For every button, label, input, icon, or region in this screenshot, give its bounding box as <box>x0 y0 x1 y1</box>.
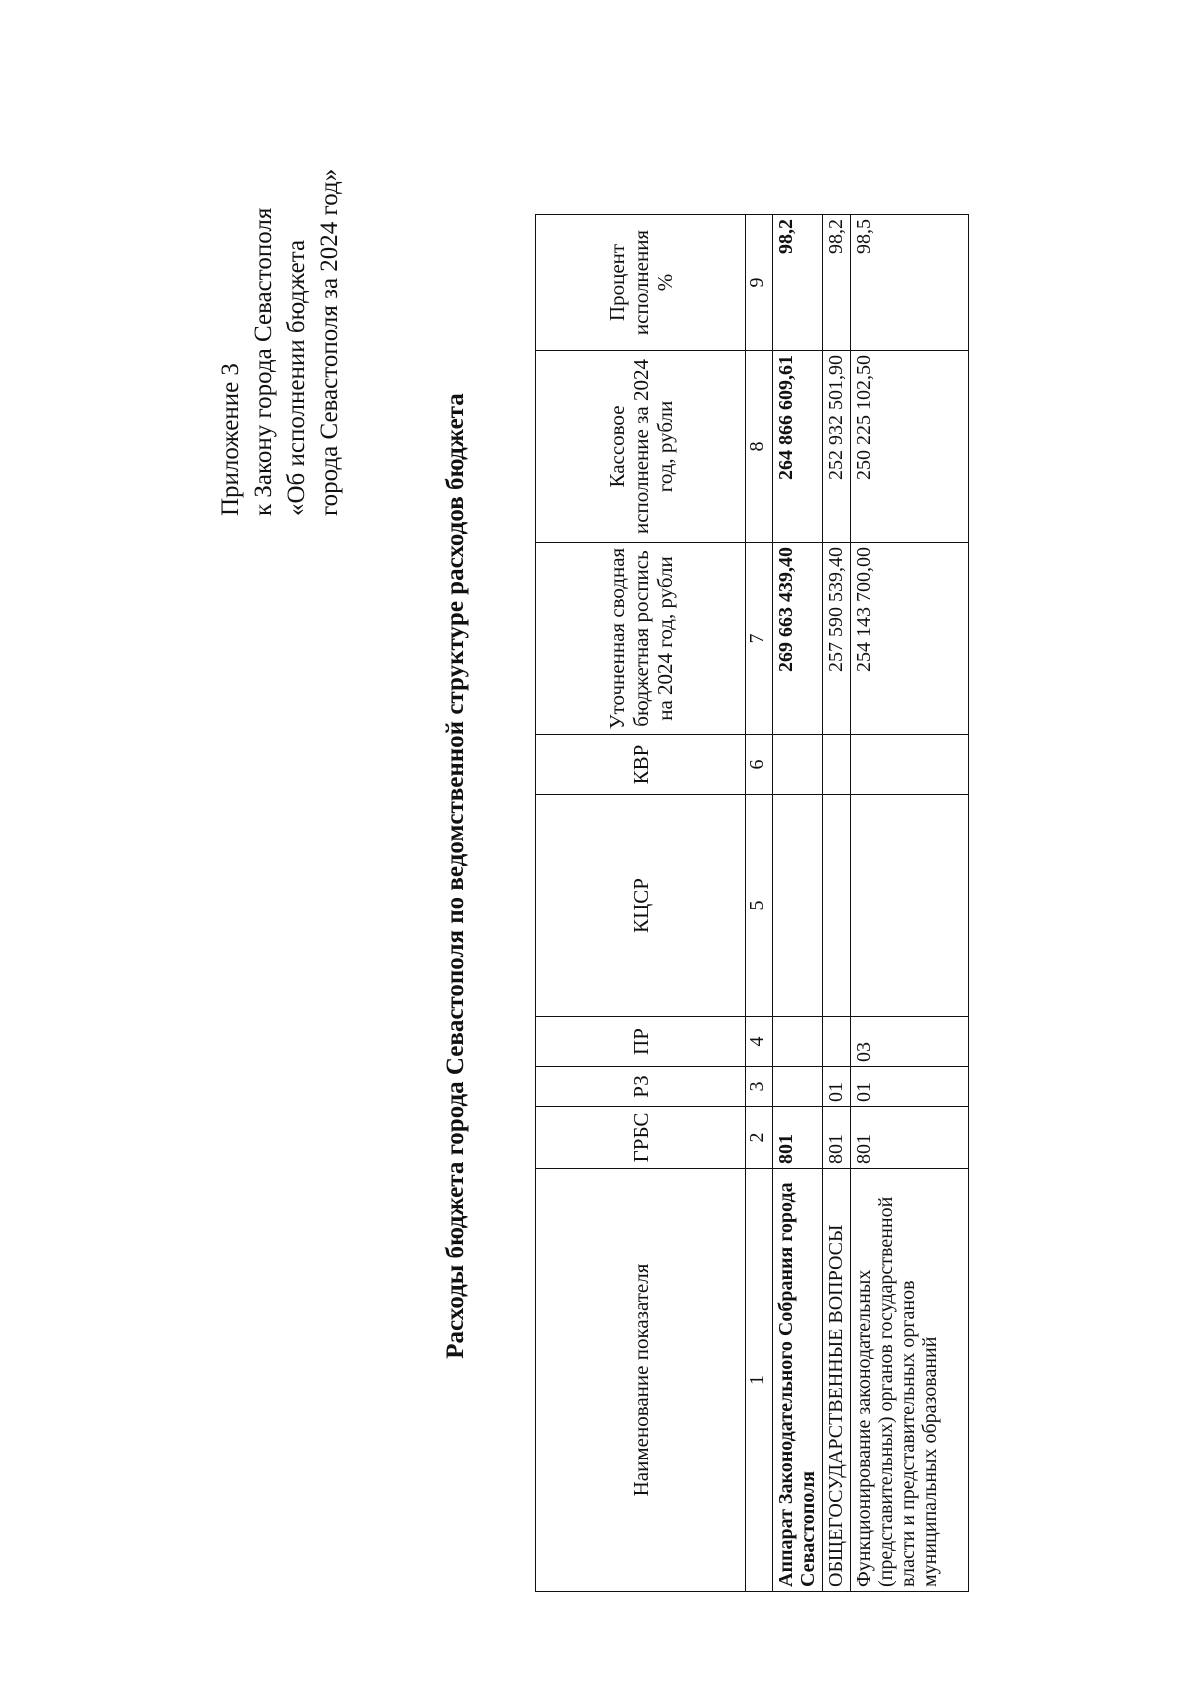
row-kcsr <box>851 795 969 1017</box>
row-cash: 252 932 501,90 <box>823 351 851 543</box>
row-cash: 264 866 609,61 <box>773 351 823 543</box>
appendix-line: города Севастополя за 2024 год» <box>316 168 343 516</box>
column-number: 5 <box>746 795 773 1017</box>
column-number: 3 <box>746 1067 773 1107</box>
table-header-row <box>536 215 746 1592</box>
row-pr <box>773 1017 823 1067</box>
header-rz: РЗ <box>536 1067 746 1107</box>
header-kcsr: КЦСР <box>536 795 746 1017</box>
row-kcsr <box>823 795 851 1017</box>
row-rz <box>773 1067 823 1107</box>
table-row <box>773 215 823 1592</box>
table-row <box>823 215 851 1592</box>
appendix-line: Приложение 3 <box>217 363 244 516</box>
row-percent: 98,5 <box>851 215 969 351</box>
table-row <box>851 215 969 1592</box>
column-number: 9 <box>746 215 773 351</box>
column-number: 8 <box>746 351 773 543</box>
row-pr <box>823 1017 851 1067</box>
row-kcsr <box>773 795 823 1017</box>
header-cash: Кассовое исполнение за 2024 год, рубли <box>536 351 746 543</box>
document-title: Расходы бюджета города Севастополя по ведомственной структуре расходов бюджета <box>442 393 469 1359</box>
header-plan: Уточненная сводная бюджетная роспись на 2024 год, рубли <box>536 543 746 735</box>
row-cash: 250 225 102,50 <box>851 351 969 543</box>
row-kvr <box>773 735 823 795</box>
header-percent: Процент исполнения % <box>536 215 746 351</box>
appendix-line: «Об исполнении бюджета <box>283 239 310 516</box>
row-rz: 01 <box>851 1067 969 1107</box>
header-name: Наименование показателя <box>536 1169 746 1592</box>
row-grbs: 801 <box>823 1107 851 1169</box>
row-plan: 269 663 439,40 <box>773 543 823 735</box>
row-kvr <box>823 735 851 795</box>
row-kvr <box>851 735 969 795</box>
row-percent: 98,2 <box>773 215 823 351</box>
row-grbs: 801 <box>773 1107 823 1169</box>
row-name: Аппарат Законодательного Собрания города Севастополя <box>773 1169 823 1592</box>
column-number: 7 <box>746 543 773 735</box>
header-kvr: КВР <box>536 735 746 795</box>
row-plan: 257 590 539,40 <box>823 543 851 735</box>
row-percent: 98,2 <box>823 215 851 351</box>
budget-expenditure-table <box>535 214 969 1592</box>
row-name: Функционирование законодательных (представительных) органов государственной власти и представительных органов муниципальных образований <box>851 1169 969 1592</box>
column-number-row <box>746 215 773 1592</box>
appendix-line: к Закону города Севастополя <box>250 207 277 516</box>
row-grbs: 801 <box>851 1107 969 1169</box>
row-name: ОБЩЕГОСУДАРСТВЕННЫЕ ВОПРОСЫ <box>823 1169 851 1592</box>
row-rz: 01 <box>823 1067 851 1107</box>
header-pr: ПР <box>536 1017 746 1067</box>
column-number: 1 <box>746 1169 773 1592</box>
row-plan: 254 143 700,00 <box>851 543 969 735</box>
column-number: 2 <box>746 1107 773 1169</box>
column-number: 6 <box>746 735 773 795</box>
header-grbs: ГРБС <box>536 1107 746 1169</box>
row-pr: 03 <box>851 1017 969 1067</box>
appendix-caption <box>214 36 346 516</box>
column-number: 4 <box>746 1017 773 1067</box>
